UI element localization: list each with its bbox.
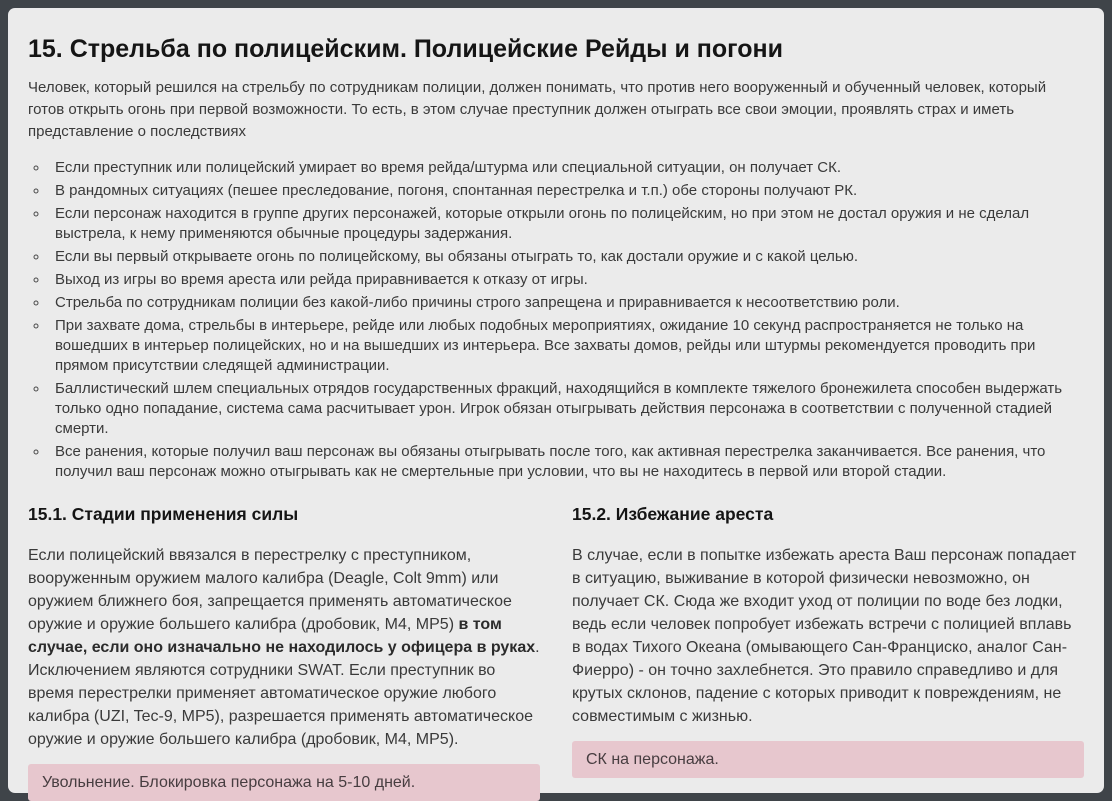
- rule-item-8: ◦ Баллистический шлем специальных отрядов государственных фракций, находящийся в комплекте тяжелого бронежилета способен выдержать только одно попадание, система сама расчитывает урон. Игрок обязан отыгрывать действия персонажа в соответствии с полученной стадией смерти.: [49, 378, 1084, 439]
- section-15-2-paragraph: В случае, если в попытке избежать ареста Ваш персонаж попадает в ситуацию, выживание в которой физически невозможно, он получает СК. Сюда же входит уход от полиции по воде без лодки, ведь если человек попробует избежать встречи с полицией вплавь в водах Тихого Океана (омывающего Сан-Франциско, аналог Сан-Фиерро) - он точно захлебнется. Это правило справедливо и для крутых склонов, падение с которых приводит к повреждениям, не совместимым с жизнью.: [572, 547, 1077, 725]
- text-segment: Если полицейский ввязался в перестрелку с преступником, вооруженным оружием малого калибра (Deagle, Colt 9mm) или оружием ближнего боя, запрещается применять автоматическое оружие и оружие большего калибра (дробовик, M4, MP5): [28, 547, 512, 633]
- penalty-callout-dismissal: Увольнение. Блокировка персонажа на 5-10 дней.: [28, 764, 540, 801]
- rule-item-5: ◦ Выход из игры во время ареста или рейда приравнивается к отказу от игры.: [49, 269, 1084, 290]
- rule-item-3: ◦ Если персонаж находится в группе других персонажей, которые открыли огонь по полицейским, но при этом не достал оружия и не сделал выстрела, к нему применяются обычные процедуры задержания.: [49, 203, 1084, 244]
- rule-item-6: ◦ Стрельба по сотрудникам полиции без какой-либо причины строго запрещена и приравнивается к несоответствию роли.: [49, 292, 1084, 313]
- rule-item-1: ◦ Если преступник или полицейский умирает во время рейда/штурма или специальной ситуации, он получает СК.: [49, 157, 1084, 178]
- rules-page: [8, 8, 1104, 793]
- text-segment-bold: в том случае, если оно изначально не находилось у офицера в руках: [28, 616, 536, 656]
- text-segment: . Исключением являются сотрудники SWAT. Если преступник во время перестрелки применяет автоматическое оружие любого калибра (UZI, Tec-9, MP5), разрешается применять автоматическое оружие и оружие большего калибра (дробовик, M4, MP5).: [28, 639, 540, 748]
- rule-item-9: ◦ Все ранения, которые получил ваш персонаж вы обязаны отыгрывать после того, как активная перестрелка заканчивается. Все ранения, что получил ваш персонаж можно отыгрывать как не смертельные при условии, что вы не находитесь в первой или второй стадии.: [49, 441, 1084, 482]
- subsections-row: [28, 504, 1084, 801]
- section-15-2-heading: 15.2. Избежание ареста: [572, 504, 774, 524]
- rules-list: [28, 157, 1084, 482]
- section-15-1-heading: 15.1. Стадии применения силы: [28, 504, 299, 524]
- section-15-1: [28, 504, 540, 801]
- intro-paragraph: Человек, который решился на стрельбу по сотрудникам полиции, должен понимать, что против него вооруженный и обученный человек, который готов открыть огонь при первой возможности. То есть, в этом случае преступник должен отыграть все свои эмоции, проявлять страх и иметь представление о последствиях: [28, 79, 1047, 140]
- rule-item-2: ◦ В рандомных ситуациях (пешее преследование, погоня, спонтанная перестрелка и т.п.) обе стороны получают РК.: [49, 180, 1084, 201]
- section-15-1-paragraph: [28, 544, 540, 751]
- rule-item-4: ◦ Если вы первый открываете огонь по полицейскому, вы обязаны отыграть то, как достали оружие и с какой целью.: [49, 246, 1084, 267]
- section-15-2: [572, 504, 1084, 801]
- page-title: 15. Стрельба по полицейским. Полицейские Рейды и погони: [28, 35, 783, 63]
- rule-item-7: ◦ При захвате дома, стрельбы в интерьере, рейде или любых подобных мероприятиях, ожидание 10 секунд распространяется не только на вошедших в интерьер полицейских, но и на вышедших из интерьера. Все захваты домов, рейды или штурмы рекомендуется проводить при прямом присутствии следящей администрации.: [49, 315, 1084, 376]
- penalty-callout-ck: СК на персонажа.: [572, 741, 1084, 778]
